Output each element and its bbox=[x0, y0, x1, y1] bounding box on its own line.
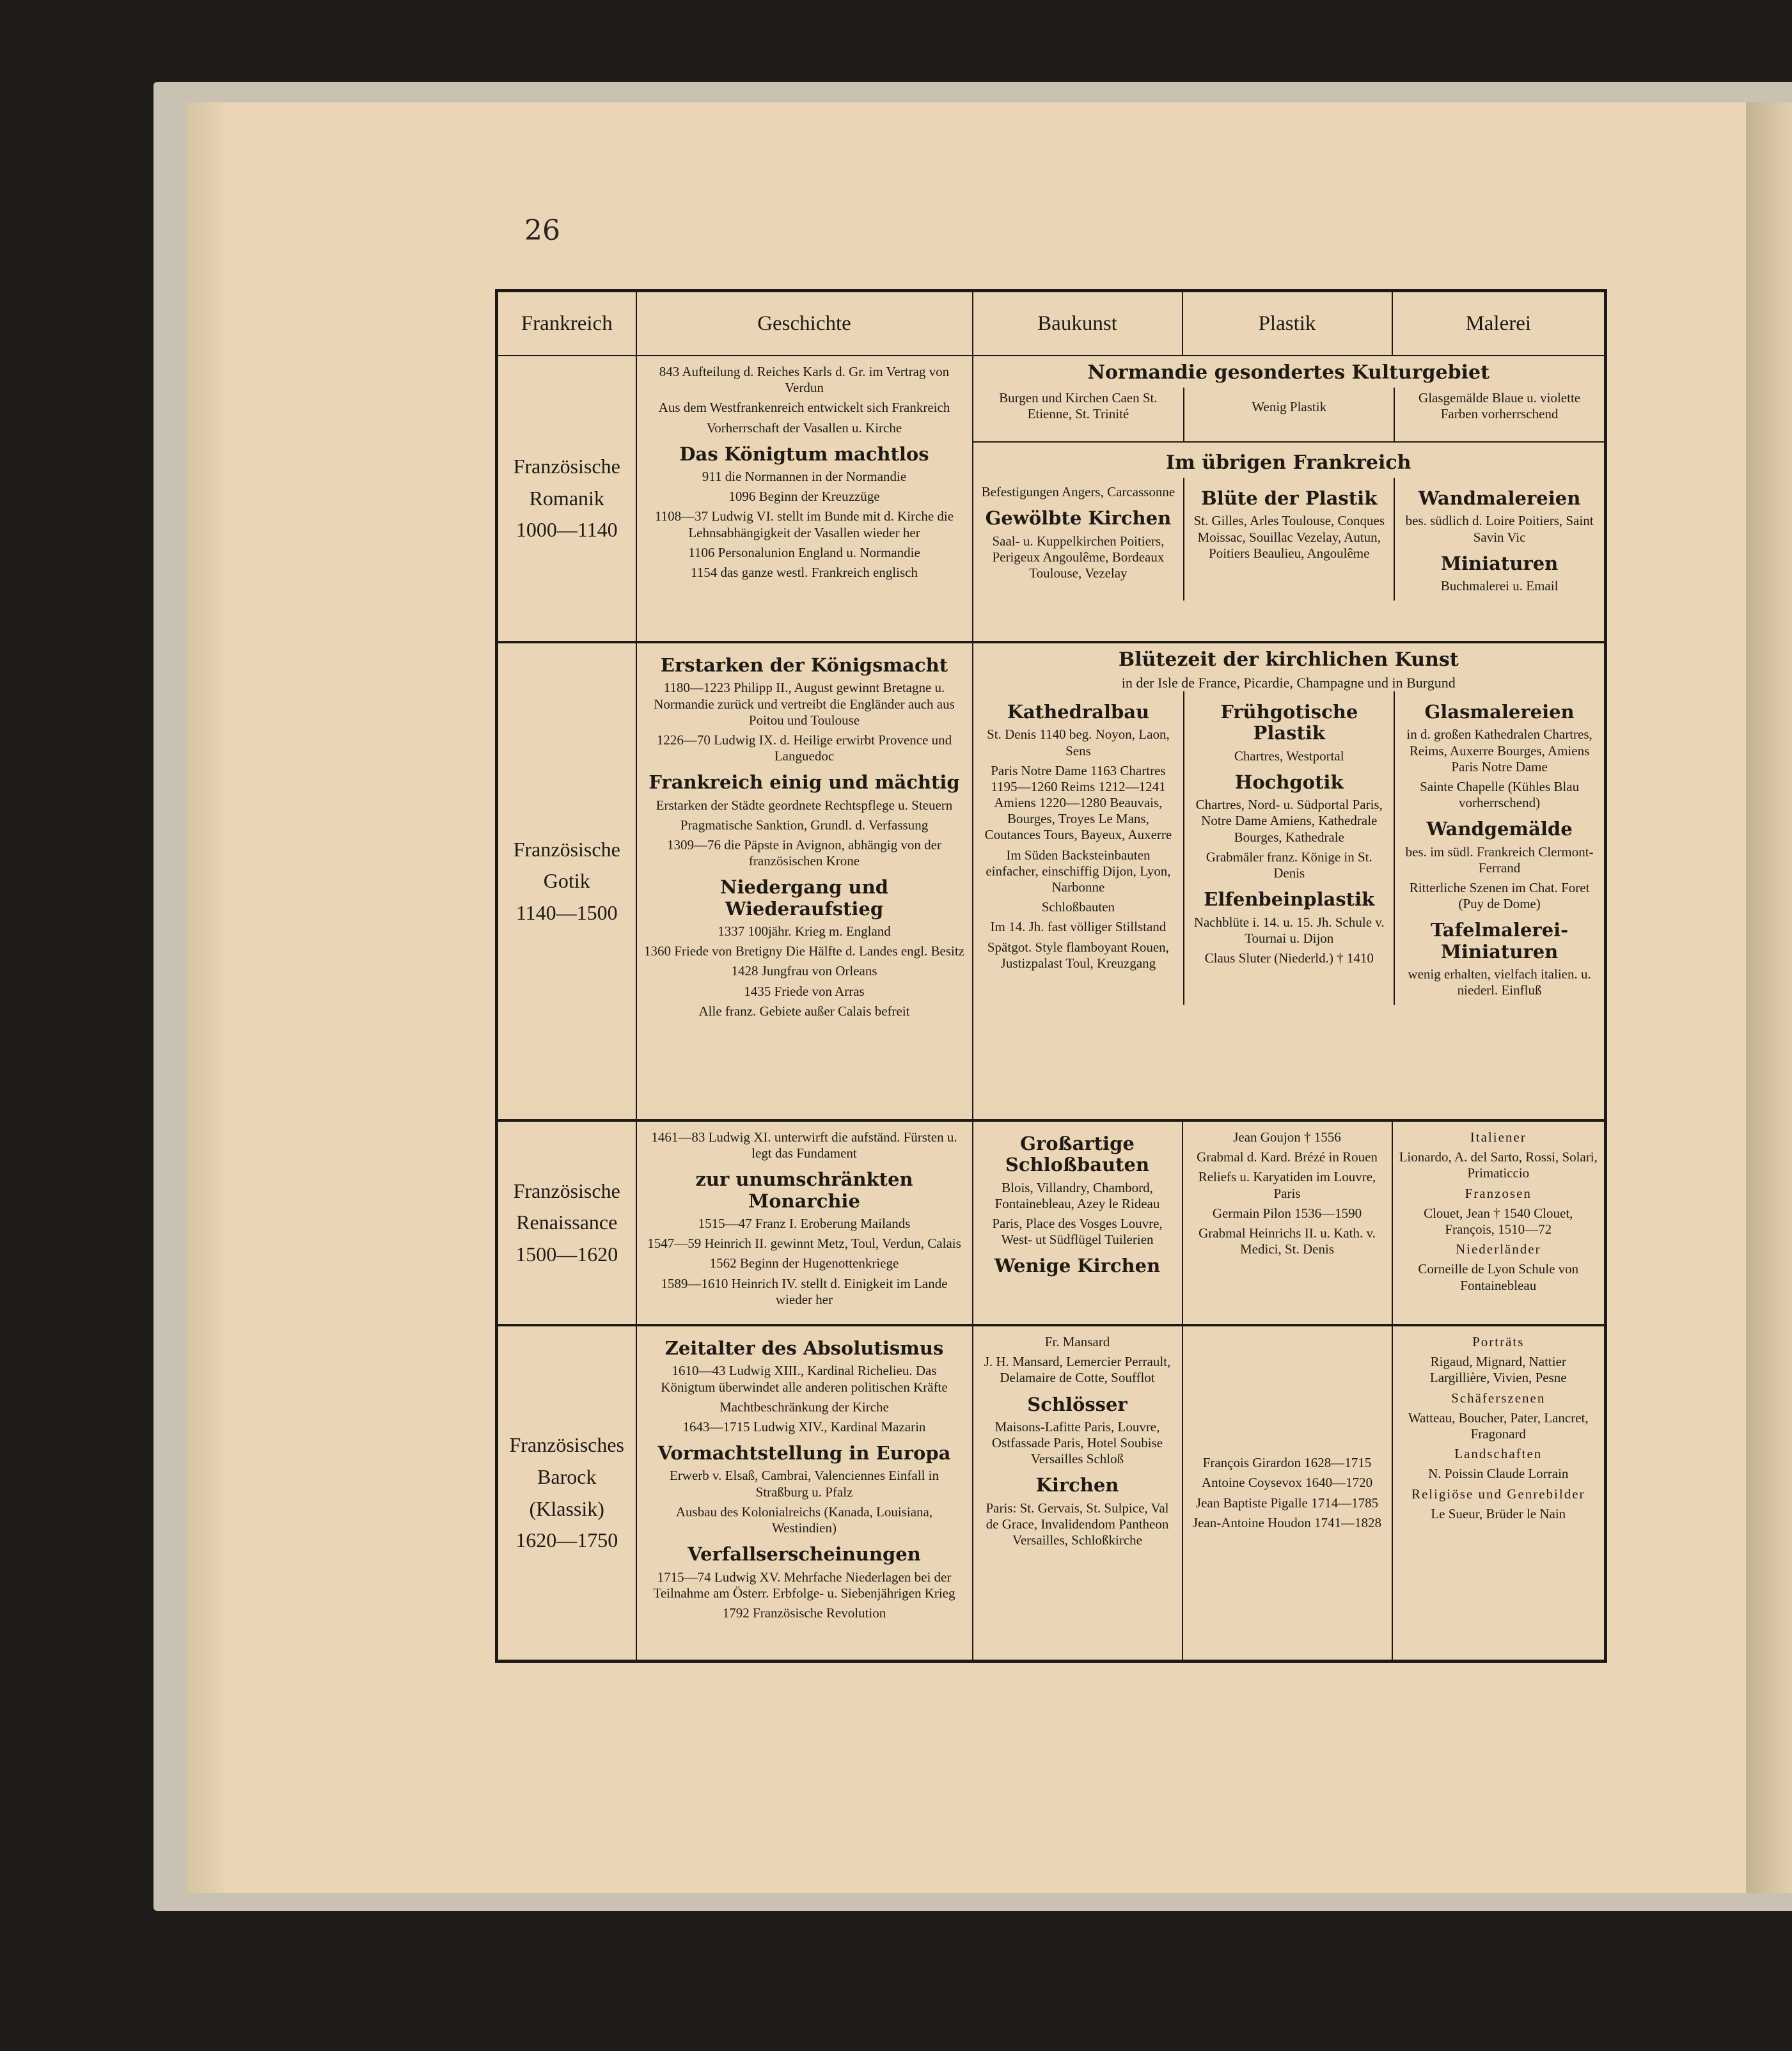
malerei-label: Niederländer bbox=[1455, 1241, 1541, 1257]
plastik-text: St. Gilles, Arles Toulouse, Conques Moissac, Souillac Vezelay, Autun, Poitiers Beaulieu, Angoulême bbox=[1193, 513, 1385, 561]
history-line: Pragmatische Sanktion, Grundl. d. Verfassung bbox=[680, 817, 929, 833]
malerei-barock bbox=[1392, 1325, 1606, 1662]
plastik-text: Reliefs u. Karyatiden im Louvre, Paris bbox=[1198, 1169, 1376, 1201]
history-line: 1643—1715 Ludwig XIV., Kardinal Mazarin bbox=[682, 1418, 926, 1434]
period-style: (Klassik) bbox=[529, 1497, 604, 1520]
malerei-text: N. Poissin Claude Lorrain bbox=[1428, 1466, 1569, 1482]
plastik-text: Germain Pilon 1536—1590 bbox=[1212, 1205, 1362, 1221]
plastik-text: Claus Sluter (Niederld.) † 1410 bbox=[1204, 950, 1374, 966]
history-heading: zur unumschränkten Monarchie bbox=[695, 1168, 913, 1212]
period-style: Renaissance bbox=[516, 1211, 618, 1234]
baukunst-text: Fr. Mansard bbox=[1044, 1334, 1110, 1349]
history-line: 1428 Jungfrau von Orleans bbox=[731, 963, 877, 979]
malerei-heading: Glasmalereien bbox=[1424, 701, 1575, 723]
row-barock bbox=[497, 1325, 1606, 1662]
uebrig-baukunst bbox=[973, 478, 1184, 601]
history-line: 1715—74 Ludwig XV. Mehrfache Niederlagen bei der Teilnahme am Österr. Erbfolge- u. Siebenjährigen Krieg bbox=[653, 1569, 955, 1601]
history-line: 1461—83 Ludwig XI. unterwirft die aufständ. Fürsten u. legt das Fundament bbox=[651, 1129, 957, 1161]
history-line: 1589—1610 Heinrich IV. stellt d. Einigkeit im Lande wieder her bbox=[661, 1275, 948, 1307]
history-line: 1562 Beginn der Hugenottenkriege bbox=[709, 1255, 899, 1271]
geschichte-renaissance bbox=[636, 1120, 973, 1325]
baukunst-text: Spätgot. Style flamboyant Rouen, Justizpalast Toul, Kreuzgang bbox=[987, 939, 1169, 971]
history-heading: Niedergang und Wiederaufstieg bbox=[720, 876, 888, 920]
history-line: 1337 100jähr. Krieg m. England bbox=[718, 923, 891, 939]
malerei-label: Landschaften bbox=[1454, 1446, 1543, 1462]
malerei-text: Watteau, Boucher, Pater, Lancret, Fragonard bbox=[1408, 1410, 1589, 1442]
malerei-label: Schäferszenen bbox=[1451, 1390, 1546, 1406]
plastik-text: Grabmal d. Kard. Brézé in Rouen bbox=[1197, 1149, 1378, 1165]
baukunst-text: Paris: St. Gervais, St. Sulpice, Val de Grace, Invalidendom Pantheon Versailles, Schloßkirche bbox=[986, 1500, 1169, 1548]
baukunst-text: Paris, Place des Vosges Louvre, West- ut Südflügel Tuilerien bbox=[992, 1216, 1163, 1248]
uebrig-grid bbox=[973, 478, 1605, 601]
plastik-text: Chartres, Westportal bbox=[1234, 748, 1344, 764]
history-line: 1309—76 die Päpste in Avignon, abhängig von der französischen Krone bbox=[667, 837, 941, 869]
baukunst-text: Befestigungen Angers, Carcassonne bbox=[981, 484, 1175, 499]
history-line: 843 Aufteilung d. Reiches Karls d. Gr. im Vertrag von Verdun bbox=[659, 364, 950, 396]
baukunst-heading: Großartige Schloßbauten bbox=[1005, 1133, 1150, 1176]
period-dates: 1140—1500 bbox=[515, 900, 618, 924]
gotik-plastik bbox=[1183, 691, 1394, 1005]
plastik-text: Antoine Coysevox 1640—1720 bbox=[1201, 1475, 1373, 1491]
history-line: 1106 Personalunion England u. Normandie bbox=[688, 544, 920, 560]
kunst-romanik bbox=[973, 356, 1606, 642]
baukunst-heading: Gewölbte Kirchen bbox=[985, 507, 1172, 530]
normandie-heading: Normandie gesondertes Kulturgebiet bbox=[1087, 361, 1490, 384]
malerei-text: wenig erhalten, vielfach italien. u. niederl. Einfluß bbox=[1408, 966, 1591, 998]
malerei-heading: Wandmalereien bbox=[1418, 487, 1581, 509]
plastik-text: Jean Baptiste Pigalle 1714—1785 bbox=[1195, 1495, 1379, 1511]
plastik-barock bbox=[1183, 1325, 1392, 1662]
history-heading: Erstarken der Königsmacht bbox=[660, 654, 948, 676]
baukunst-text: J. H. Mansard, Lemercier Perrault, Delamaire de Cotte, Soufflot bbox=[984, 1354, 1171, 1386]
malerei-text: Corneille de Lyon Schule von Fontainebleau bbox=[1418, 1261, 1579, 1293]
normandie-malerei: Glasgemälde Blaue u. violette Farben vorherrschend bbox=[1394, 388, 1604, 441]
baukunst-text: Saal- u. Kuppelkirchen Poitiers, Perigeux Angoulême, Bordeaux Toulouse, Vezelay bbox=[992, 533, 1165, 581]
malerei-heading: Wandgemälde bbox=[1426, 818, 1573, 840]
history-line: 1435 Friede von Arras bbox=[744, 983, 865, 999]
history-line: 1096 Beginn der Kreuzzüge bbox=[728, 489, 880, 505]
geschichte-barock bbox=[636, 1325, 973, 1662]
history-line: Vorherrschaft der Vasallen u. Kirche bbox=[706, 420, 902, 436]
period-barock bbox=[497, 1325, 636, 1662]
baukunst-text: Im Süden Backsteinbauten einfacher, einschiffig Dijon, Lyon, Narbonne bbox=[986, 847, 1171, 895]
kunst-gotik bbox=[973, 642, 1606, 1120]
period-style: Romanik bbox=[529, 486, 604, 510]
baukunst-text: St. Denis 1140 beg. Noyon, Laon, Sens bbox=[987, 727, 1170, 758]
period-label: Französische bbox=[513, 455, 620, 478]
history-line: 1547—59 Heinrich II. gewinnt Metz, Toul, Verdun, Calais bbox=[647, 1236, 961, 1252]
malerei-renaissance bbox=[1392, 1120, 1606, 1325]
history-line: 1108—37 Ludwig VI. stellt im Bunde mit d. Kirche die Lehnsabhängigkeit der Vasallen wieder her bbox=[654, 508, 954, 540]
baukunst-heading: Schlösser bbox=[1027, 1393, 1128, 1415]
history-line: 1360 Friede von Bretigny Die Hälfte d. Landes engl. Besitz bbox=[644, 943, 964, 959]
header-row bbox=[497, 291, 1606, 356]
page-number: 26 bbox=[524, 214, 560, 247]
history-line: 1610—43 Ludwig XIII., Kardinal Richelieu. Das Königtum überwindet alle anderen politischen Kräfte bbox=[661, 1363, 948, 1395]
history-heading: Vormachtstellung in Europa bbox=[657, 1442, 951, 1465]
malerei-label: Franzosen bbox=[1465, 1185, 1532, 1201]
row-romanik bbox=[497, 356, 1606, 642]
plastik-heading: Elfenbeinplastik bbox=[1204, 888, 1375, 911]
malerei-text: bes. im südl. Frankreich Clermont-Ferrand bbox=[1405, 844, 1594, 876]
history-heading: Frankreich einig und mächtig bbox=[648, 771, 960, 794]
baukunst-barock bbox=[973, 1325, 1183, 1662]
history-line: Alle franz. Gebiete außer Calais befreit bbox=[698, 1003, 910, 1019]
malerei-text: Ritterliche Szenen im Chat. Foret (Puy de Dome) bbox=[1409, 880, 1590, 912]
chronology-table bbox=[495, 289, 1607, 1663]
col-header-geschichte: Geschichte bbox=[636, 291, 973, 356]
malerei-text: Lionardo, A. del Sarto, Rossi, Solari, Primaticcio bbox=[1399, 1149, 1598, 1181]
geschichte-gotik bbox=[636, 642, 973, 1120]
period-label: Französische bbox=[513, 1179, 620, 1202]
uebrig-malerei bbox=[1394, 478, 1604, 601]
malerei-text: Rigaud, Mignard, Nattier Largillière, Vivien, Pesne bbox=[1429, 1354, 1567, 1386]
history-heading: Verfallserscheinungen bbox=[688, 1543, 921, 1566]
geschichte-romanik bbox=[636, 356, 973, 642]
gotik-span-heading: Blütezeit der kirchlichen Kunst bbox=[1118, 648, 1459, 671]
normandie-grid bbox=[973, 388, 1605, 441]
malerei-label: Religiöse und Genrebilder bbox=[1411, 1486, 1585, 1502]
plastik-heading: Blüte der Plastik bbox=[1201, 487, 1378, 509]
baukunst-renaissance bbox=[973, 1120, 1183, 1325]
uebrig-heading: Im übrigen Frankreich bbox=[1165, 452, 1411, 474]
baukunst-text: Schloßbauten bbox=[1041, 899, 1115, 915]
col-header-baukunst: Baukunst bbox=[973, 291, 1183, 356]
period-dates: 1000—1140 bbox=[515, 518, 618, 542]
gotik-baukunst bbox=[973, 691, 1184, 1005]
row-gotik bbox=[497, 642, 1606, 1120]
malerei-label: Porträts bbox=[1472, 1334, 1525, 1349]
gotik-grid bbox=[973, 691, 1605, 1005]
plastik-text: François Girardon 1628—1715 bbox=[1202, 1455, 1372, 1471]
facing-page-edge bbox=[1746, 102, 1792, 1893]
plastik-text: Grabmal Heinrichs II. u. Kath. v. Medici, St. Denis bbox=[1199, 1225, 1376, 1257]
plastik-text: Chartres, Nord- u. Südportal Paris, Notre Dame Amiens, Kathedrale Bourges, Kathedrale bbox=[1195, 797, 1383, 845]
col-header-plastik: Plastik bbox=[1183, 291, 1392, 356]
period-label: Französisches bbox=[509, 1433, 624, 1457]
col-header-malerei: Malerei bbox=[1392, 291, 1606, 356]
malerei-text: Le Sueur, Brüder le Nain bbox=[1431, 1505, 1566, 1521]
history-line: Machtbeschränkung der Kirche bbox=[719, 1399, 889, 1415]
plastik-text: Nachblüte i. 14. u. 15. Jh. Schule v. Tournai u. Dijon bbox=[1193, 914, 1385, 946]
baukunst-text: Blois, Villandry, Chambord, Fontainebleau, Azey le Rideau bbox=[994, 1179, 1160, 1211]
period-style: Gotik bbox=[543, 869, 590, 893]
history-line: Erwerb v. Elsaß, Cambrai, Valenciennes Einfall in Straßburg u. Pfalz bbox=[669, 1468, 939, 1500]
period-renaissance bbox=[497, 1120, 636, 1325]
history-heading: Das Königtum machtlos bbox=[679, 443, 929, 465]
malerei-text: Sainte Chapelle (Kühles Blau vorherrschend) bbox=[1420, 778, 1580, 811]
malerei-heading: Miniaturen bbox=[1440, 552, 1559, 574]
baukunst-text: Paris Notre Dame 1163 Chartres 1195—1260 Reims 1212—1241 Amiens 1220—1280 Beauvais, Bourges, Troyes Le Mans, Coutances Tours, Bayeux, Auxerre bbox=[984, 762, 1172, 843]
col-header-frankreich: Frankreich bbox=[497, 291, 636, 356]
history-line: Ausbau des Kolonialreichs (Kanada, Louisiana, Westindien) bbox=[675, 1504, 933, 1536]
plastik-heading: Frühgotische Plastik bbox=[1220, 701, 1358, 744]
history-line: 1180—1223 Philipp II., August gewinnt Bretagne u. Normandie zurück und vertreibt die Engländer auch aus Poitou und Toulouse bbox=[654, 680, 955, 728]
gotik-malerei bbox=[1394, 691, 1604, 1005]
history-line: 1226—70 Ludwig IX. d. Heilige erwirbt Provence und Languedoc bbox=[656, 732, 952, 764]
history-line: 1792 Französische Revolution bbox=[722, 1605, 886, 1621]
plastik-text: Jean Goujon † 1556 bbox=[1233, 1129, 1341, 1145]
plastik-text: Grabmäler franz. Könige in St. Denis bbox=[1206, 849, 1372, 881]
baukunst-text: Maisons-Lafitte Paris, Louvre, Ostfassade Paris, Hotel Soubise Versailles Schloß bbox=[991, 1418, 1163, 1467]
history-heading: Zeitalter des Absolutismus bbox=[664, 1337, 944, 1359]
normandie-baukunst: Burgen und Kirchen Caen St. Etienne, St. Trinité bbox=[999, 390, 1158, 422]
history-line: Erstarken der Städte geordnete Rechtspflege u. Steuern bbox=[656, 797, 953, 813]
baukunst-text: Im 14. Jh. fast völliger Stillstand bbox=[990, 919, 1167, 935]
malerei-heading: Tafelmalerei-Miniaturen bbox=[1430, 919, 1569, 963]
malerei-label: Italiener bbox=[1470, 1129, 1527, 1145]
plastik-text: Jean-Antoine Houdon 1741—1828 bbox=[1192, 1514, 1382, 1530]
malerei-text: in d. großen Kathedralen Chartres, Reims, Auxerre Bourges, Amiens Paris Notre Dame bbox=[1406, 727, 1592, 774]
history-line: Aus dem Westfrankenreich entwickelt sich Frankreich bbox=[658, 400, 950, 416]
normandie-plastik: Wenig Plastik bbox=[1183, 388, 1394, 441]
baukunst-heading: Kathedralbau bbox=[1007, 701, 1150, 723]
uebrig-plastik bbox=[1183, 478, 1394, 601]
baukunst-heading: Wenige Kirchen bbox=[994, 1255, 1161, 1277]
malerei-text: bes. südlich d. Loire Poitiers, Saint Savin Vic bbox=[1405, 513, 1594, 545]
period-romanik bbox=[497, 356, 636, 642]
history-line: 911 die Normannen in der Normandie bbox=[702, 469, 907, 485]
period-dates: 1620—1750 bbox=[515, 1528, 618, 1552]
malerei-text: Buchmalerei u. Email bbox=[1440, 578, 1559, 594]
row-renaissance bbox=[497, 1120, 1606, 1325]
period-gotik bbox=[497, 642, 636, 1120]
book-spine bbox=[187, 102, 225, 1893]
gotik-span-sub: in der Isle de France, Picardie, Champagne und in Burgund bbox=[1121, 675, 1456, 691]
period-label: Französische bbox=[513, 837, 620, 861]
history-line: 1515—47 Franz I. Eroberung Mailands bbox=[698, 1216, 911, 1232]
plastik-renaissance bbox=[1183, 1120, 1392, 1325]
plastik-heading: Hochgotik bbox=[1234, 771, 1344, 793]
period-dates: 1500—1620 bbox=[515, 1242, 618, 1266]
malerei-text: Clouet, Jean † 1540 Clouet, François, 1510—72 bbox=[1424, 1205, 1573, 1237]
baukunst-heading: Kirchen bbox=[1035, 1474, 1119, 1497]
period-style: Barock bbox=[537, 1465, 597, 1488]
history-line: 1154 das ganze westl. Frankreich englisch bbox=[691, 565, 918, 581]
